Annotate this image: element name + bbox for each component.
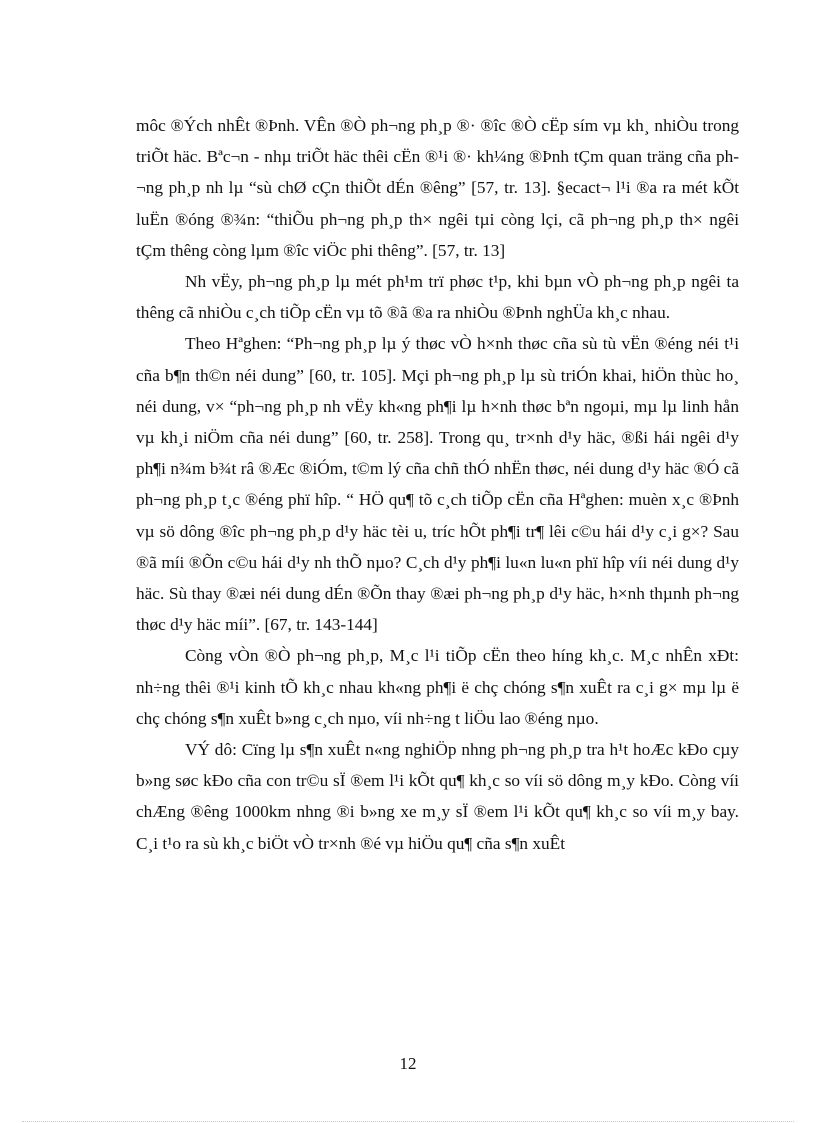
paragraph-2: Nh vËy, ph¬ng ph¸p lµ mét ph¹m trï phøc t¹p, khi bµn vÒ ph¬ng ph¸p ngêi ta thêng cã nhiÒu c¸ch tiÕp cËn vµ tõ ®ã ®a ra nhiÒu ®Þnh nghÜa kh¸c nhau. (136, 272, 739, 323)
paragraph-1: môc ®Ých nhÊt ®Þnh. VÊn ®Ò ph¬ng ph¸p ®· ®îc ®Ò cËp sím vµ kh¸ nhiÒu trong triÕt häc. Bªc¬n - nhµ triÕt häc thêi cËn ®¹i ®· kh¼ng ®Þnh tÇm quan träng cña ph¬ng ph¸p nh lµ “sù chØ cÇn thiÕt dÉn ®êng” [57, tr. 13]. §ecact¬ l¹i ®a ra mét kÕt luËn ®óng ®¾n: “thiÕu ph¬ng ph¸p th× ngêi tµi còng lçi, cã ph¬ng ph¸p th× ngêi tÇm thêng còng lµm ®îc viÖc phi thêng”. [57, tr. 13] (136, 116, 739, 260)
page-number: 12 (399, 1054, 417, 1073)
paragraph-3: Theo Hªghen: “Ph¬ng ph¸p lµ ý thøc vÒ h×nh thøc cña sù tù vËn ®éng néi t¹i cña b¶n th©n néi dung” [60, tr. 105]. Mçi ph¬ng ph¸p lµ sù triÓn khai, hiÖn thùc ho¸ néi dung, v× “ph¬ng ph¸p nh vËy kh«ng ph¶i lµ h×nh thøc bªn ngoµi, mµ lµ linh hån vµ kh¸i niÖm cña néi dung” [60, tr. 258]. Trong qu¸ tr×nh d¹y häc, ®ßi hái ngêi d¹y ph¶i n¾m b¾t râ ®Æc ®iÓm, t©m lý cña chñ thÓ nhËn thøc, néi dung d¹y häc ®Ó cã ph¬ng ph¸p t¸c ®éng phï hîp. “ HÖ qu¶ tõ c¸ch tiÕp cËn cña Hªghen: muèn x¸c ®Þnh vµ sö dông ®îc ph¬ng ph¸p d¹y häc tèi u, tríc hÕt ph¶i tr¶ lêi c©u hái d¹y c¸i g×? Sau ®ã míi ®Õn c©u hái d¹y nh thÕ nµo? C¸ch d¹y ph¶i lu«n lu«n phï hîp víi néi dung d¹y häc. Sù thay ®æi néi dung dÉn ®Õn thay ®æi ph¬ng ph¸p d¹y häc, h×nh thµnh ph¬ng thøc d¹y häc míi”. [67, tr. 143-144] (136, 334, 739, 635)
page-bottom-divider (22, 1121, 794, 1122)
paragraph-4: Còng vÒn ®Ò ph¬ng ph¸p, M¸c l¹i tiÕp cËn theo híng kh¸c. M¸c nhÊn xÐt: nh÷ng thêi ®¹i kinh tÕ kh¸c nhau kh«ng ph¶i ë chç chóng s¶n xuÊt ra c¸i g× mµ lµ ë chç chóng s¶n xuÊt b»ng c¸ch nµo, víi nh÷ng t liÖu lao ®éng nµo. (136, 646, 739, 728)
body-text (136, 110, 739, 859)
paragraph-5: VÝ dô: Cïng lµ s¶n xuÊt n«ng nghiÖp nhng ph¬ng ph¸p tra h¹t hoÆc kÐo cµy b»ng søc kÐo cña con tr©u sÏ ®em l¹i kÕt qu¶ kh¸c so víi sö dông m¸y kÐo. Còng víi chÆng ®êng 1000km nhng ®i b»ng xe m¸y sÏ ®em l¹i kÕt qu¶ kh¸c so víi m¸y bay. C¸i t¹o ra sù kh¸c biÖt vÒ tr×nh ®é vµ hiÖu qu¶ cña s¶n xuÊt (136, 740, 739, 853)
